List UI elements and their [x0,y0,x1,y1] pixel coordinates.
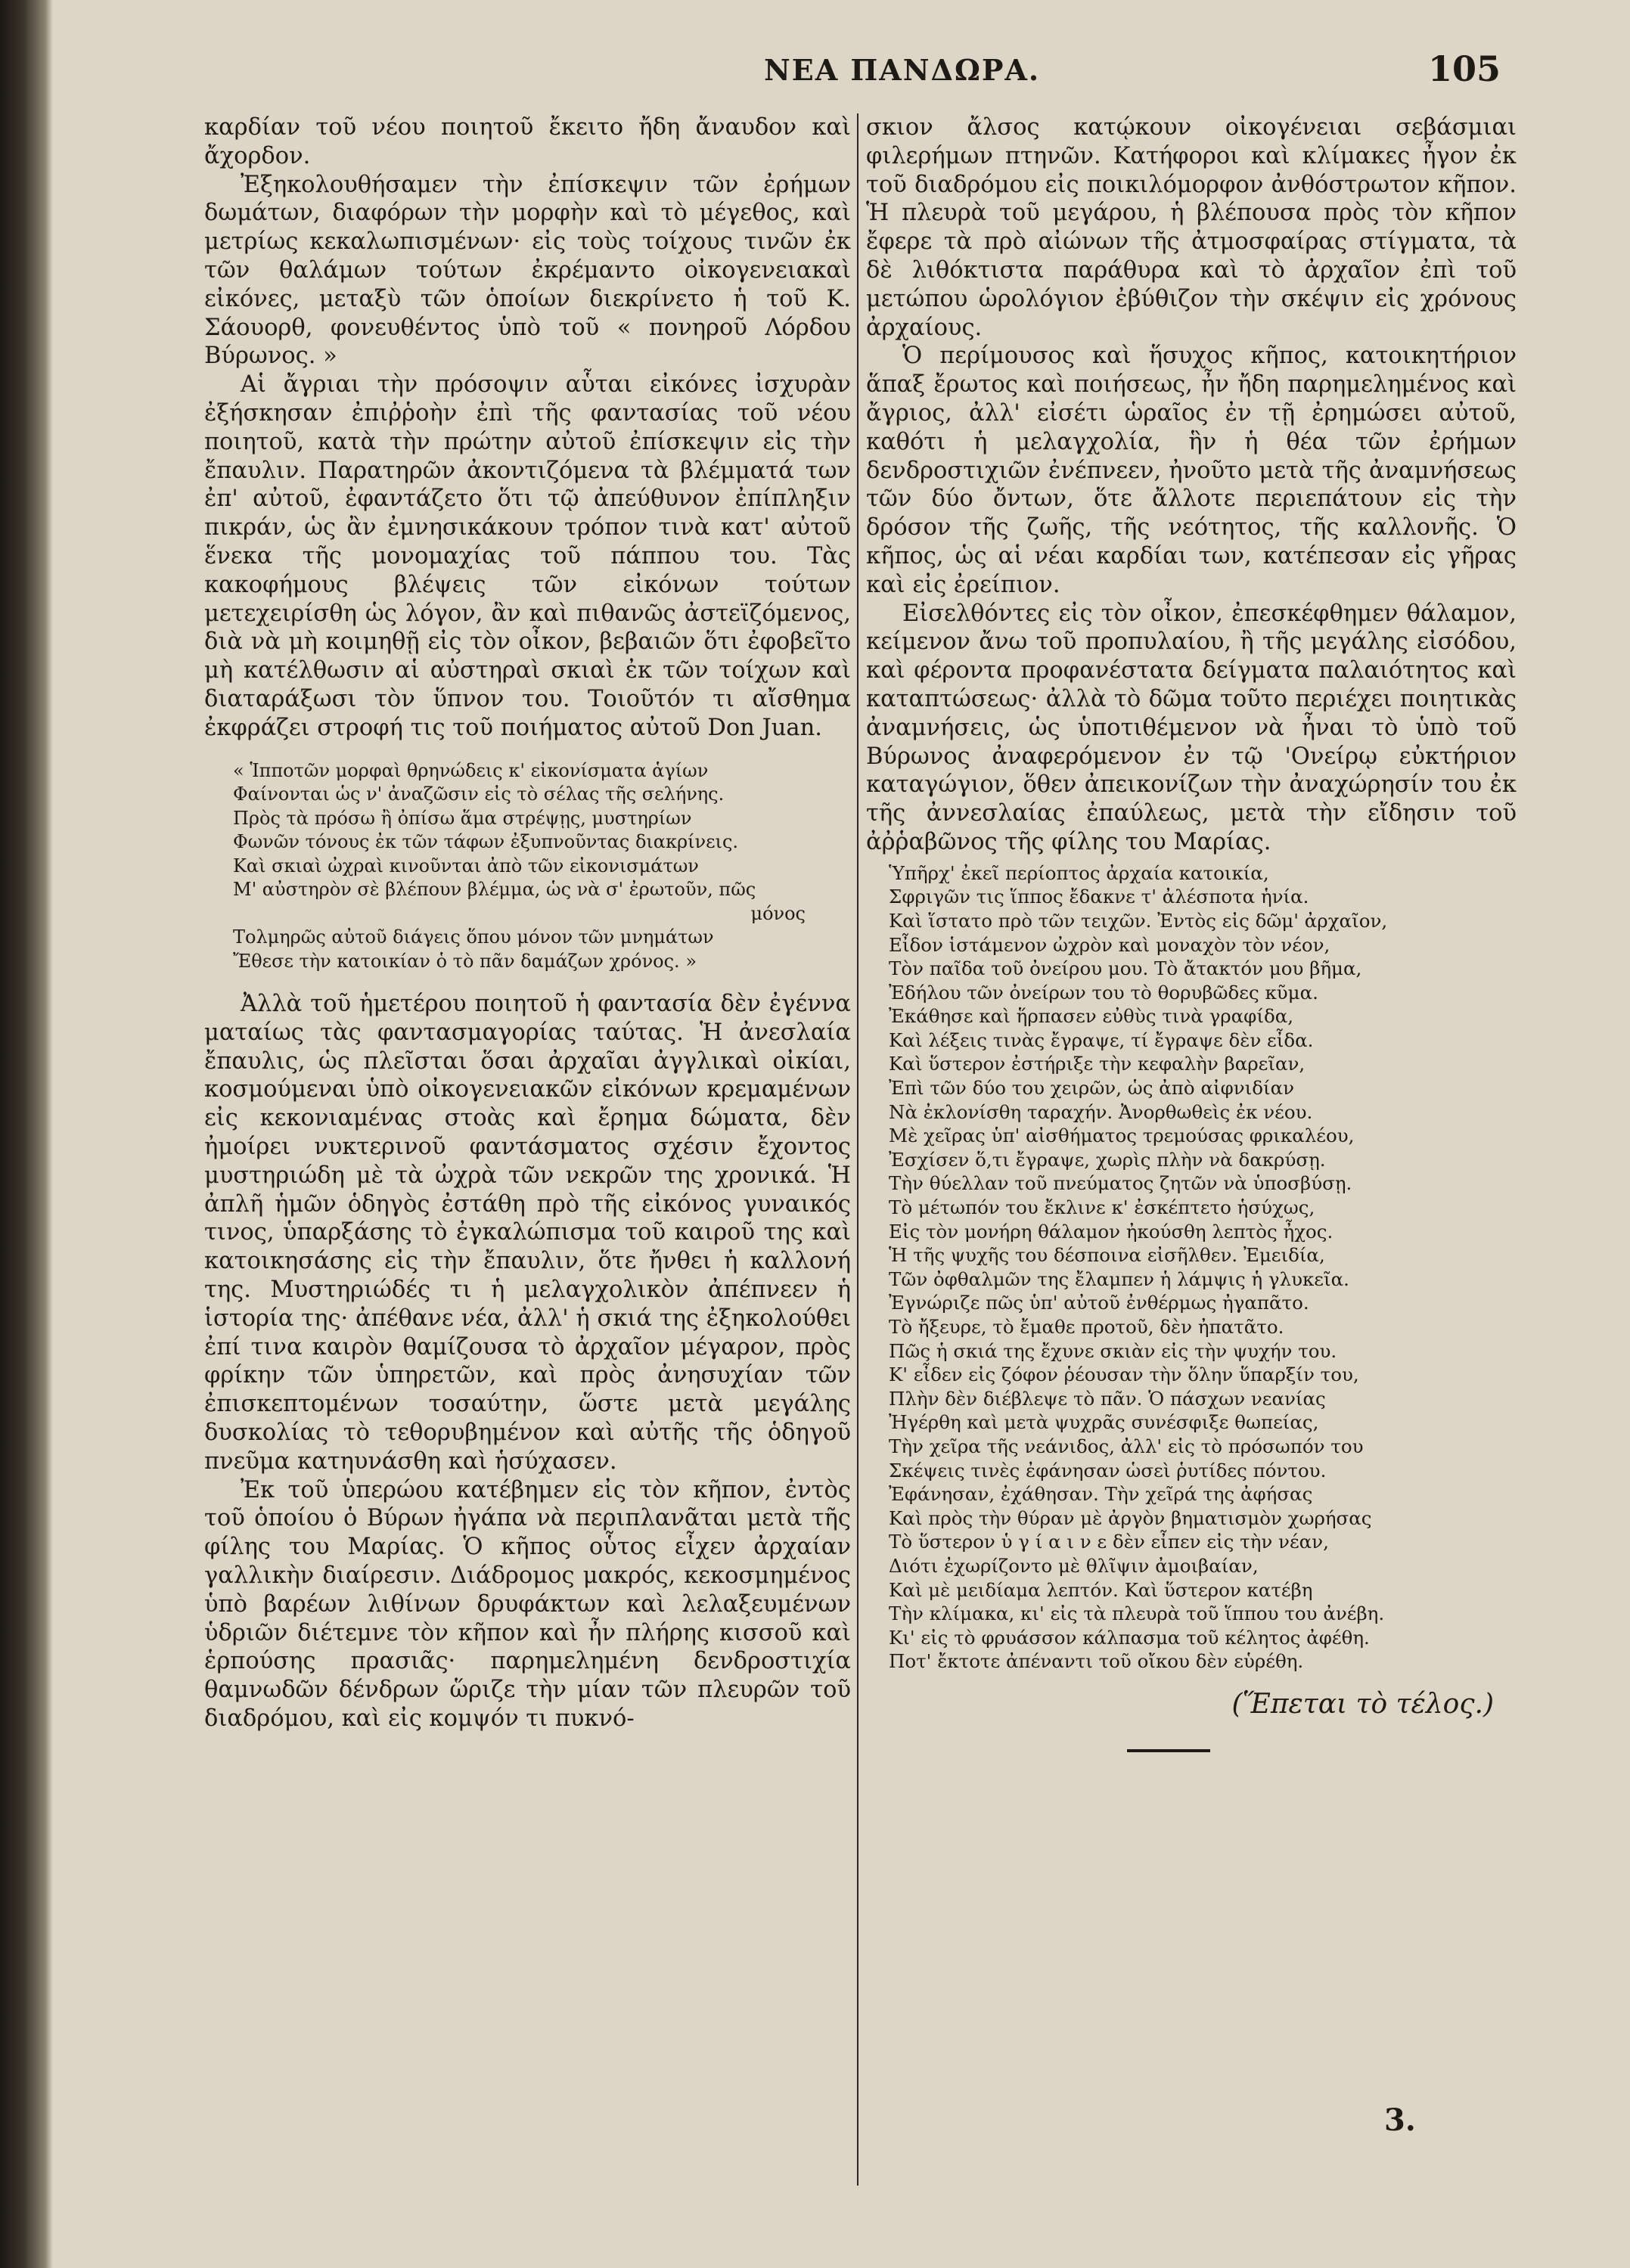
verse-line: Εἶδον ἱστάμενον ὠχρὸν καὶ μοναχὸν τὸν νέον, [889,933,1330,956]
verse-line: Κ' εἶδεν εἰς ζόφον ῥέουσαν τὴν ὅλην ὕπαρξίν του, [889,1364,1359,1386]
verse-line: Καὶ μὲ μειδίαμα λεπτόν. Καὶ ὕστερον κατέβη [889,1578,1313,1601]
verse-line: Τὴν χεῖρα τῆς νεάνιδος, ἀλλ' εἰς τὸ πρόσωπόν του [889,1435,1364,1457]
verse-line: Ἐδήλου τῶν ὀνείρων του τὸ θορυβῶδες κῦμα. [889,981,1318,1004]
verse-line: Σκέψεις τινὲς ἐφάνησαν ὡσεὶ ῥυτίδες πόντου. [889,1459,1327,1481]
verse-line: Φωνῶν τόνους ἐκ τῶν τάφων ἐξυπνοῦντας διακρίνεις. [233,831,739,853]
verse-line: Διότι ἐχωρίζοντο μὲ θλῖψιν ἀμοιβαίαν, [889,1554,1259,1577]
column-divider [857,113,858,2186]
verse-line: Ἔθεσε τὴν κατοικίαν ὁ τὸ πᾶν δαμάζων χρόνος. » [233,950,697,972]
page-number: 105 [1428,48,1501,89]
verse-line: Καὶ πρὸς τὴν θύραν μὲ ἀργὸν βηματισμὸν χωρήσας [889,1506,1372,1529]
verse-line: Σφριγῶν τις ἵππος ἔδακνε τ' ἀλέσποτα ἡνία. [889,886,1309,908]
verse-line: Εἰς τὸν μονήρη θάλαμον ἠκούσθη λεπτὸς ἦχος. [889,1220,1333,1243]
book-binding-shadow [0,0,53,2268]
signature-mark: 3. [1384,2102,1416,2138]
paragraph: Ἀλλὰ τοῦ ἡμετέρου ποιητοῦ ἡ φαντασία δὲν ἐγέννα ματαίως τὰς φαντασμαγορίας ταύτας. Ἡ ἀνεσλαία ἔπαυλις, ὡς πλεῖσται ὅσαι ἀρχαῖαι ἀγγλικαὶ οἰκίαι, κοσμούμεναι ὑπὸ οἰκογενειακῶν εἰκόνων κρεμαμένων εἰς κεκονιαμένας στοὰς καὶ ἔρημα δώματα, δὲν ἠμοίρει νυκτερινοῦ φαντάσματος σχέσιν ἔχοντος μυστηριώδη μὲ τὰ ὠχρὰ τῶν νεκρῶν της χρονικά. Ἡ ἀπλῆ ἡμῶν ὁδηγὸς ἐστάθη πρὸ τῆς εἰκόνος γυναικός τινος, ὑπαρξάσης τὸ ἐγκαλώπισμα τοῦ καιροῦ της καὶ κατοικησάσης εἰς τὴν ἔπαυλιν, ὅτε ἤνθει ἡ καλλονή της. Μυστηριώδές τι ἡ μελαγχολικὸν ἀπέπνεεν ἡ ἱστορία της· ἀπέθανε νέα, ἀλλ' ἡ σκιά της ἐξηκολούθει ἐπί τινα καιρὸν θαμίζουσα τὸ ἀρχαῖον μέγαρον, πρὸς φρίκην τῶν ὑπηρετῶν, καὶ πρὸς ἀνησυχίαν τῶν ἐπισκεπτομένων τοσαύτην, ὥστε μετὰ μεγάλης δυσκολίας τὸ τεθορυβημένον καὶ αὐτῆς τῆς ὁδηγοῦ πνεῦμα κατηυνάσθη καὶ ἡσύχασεν. [204,991,851,1475]
verse-line: Τὴν θύελλαν τοῦ πνεύματος ζητῶν νὰ ὑποσβύσῃ. [889,1172,1352,1195]
verse-line: Φαίνονται ὡς ν' ἀναζῶσιν εἰς τὸ σέλας τῆς σελήνης. [233,783,725,805]
verse-line: Τὸ ὕστερον ὑ γ ί α ι ν ε δὲν εἶπεν εἰς τὴν νέαν, [889,1531,1329,1553]
paragraph: σκιον ἄλσος κατῴκουν οἰκογένειαι σεβάσμιαι φιλερήμων πτηνῶν. Κατήφοροι καὶ κλίμακες ἦγον ἐκ τοῦ διαδρόμου εἰς ποικιλόμορφον ἀνθόστρωτον κῆπον. Ἡ πλευρὰ τοῦ μεγάρου, ἡ βλέπουσα πρὸς τὸν κῆπον ἔφερε τὰ πρὸ αἰώνων τῆς ἀτμοσφαίρας στίγματα, τὰ δὲ λιθόκτιστα παράθυρα καὶ τὸ ἀρχαῖον ἐπὶ τοῦ μετώπου ὡρολόγιον ἐβύθιζον τὴν σκέψιν εἰς χρόνους ἀρχαίους. [866,114,1517,341]
verse-line: Μ' αὐστηρὸν σὲ βλέπουν βλέμμα, ὡς νὰ σ' ἐρωτοῦν, πῶς [233,879,756,901]
verse-line: Ἐφάνησαν, ἐχάθησαν. Τὴν χεῖρά της ἀφήσας [889,1483,1313,1506]
verse-line: Πῶς ἡ σκιά της ἔχυνε σκιὰν εἰς τὴν ψυχήν του. [889,1339,1337,1362]
paragraph: Ἐκ τοῦ ὑπερώου κατέβημεν εἰς τὸν κῆπον, ἐντὸς τοῦ ὁποίου ὁ Βύρων ἠγάπα νὰ περιπλανᾶται μετὰ τῆς φίλης του Μαρίας. Ὁ κῆπος οὗτος εἶχεν ἀρχαίαν γαλλικὴν διαίρεσιν. Διάδρομος μακρός, κεκοσμημένος ὑπὸ βαρέων λιθίνων δρυφάκτων καὶ λελαξευμένων ὑδριῶν διέτεμνε τὸν κῆπον καὶ ἦν πλήρης κισσοῦ καὶ ἑρπούσης πρασιᾶς· παρημελημένη δενδροστιχία θαμνωδῶν δένδρων ὥριζε τὴν μίαν τῶν πλευρῶν τοῦ διαδρόμου, καὶ εἰς κομψόν τι πυκνό- [204,1476,851,1732]
journal-title: ΝΕΑ ΠΑΝΔΩΡΑ. [764,53,1041,87]
verse-line: Νὰ ἐκλονίσθη ταραχήν. Ἀνορθωθεὶς ἐκ νέου. [889,1100,1313,1123]
verse-line: Τὸ μέτωπόν του ἔκλινε κ' ἐσκέπτετο ἡσύχως, [889,1196,1315,1219]
paragraph: Εἰσελθόντες εἰς τὸν οἶκον, ἐπεσκέφθημεν θάλαμον, κείμενον ἄνω τοῦ προπυλαίου, ἢ τῆς μεγάλης εἰσόδου, καὶ φέροντα προφανέστατα δείγματα παλαιότητος καὶ καταπτώσεως· ἀλλὰ τὸ δῶμα τοῦτο περιέχει ποιητικὰς ἀναμνήσεις, ὡς ὑποτιθέμενον νὰ ἦναι τὸ ὑπὸ τοῦ Βύρωνος ἀναφερόμενον ἐν τῷ 'Ονείρῳ εὐκτήριον καταγώγιον, ὅθεν ἀπεικονίζων τὴν ἀναχώρησίν του ἐκ τῆς ἀννεσλαίας ἐπαύλεως, μετὰ τὴν εἴδησιν τοῦ ἀῤῥαβῶνος τῆς φίλης του Μαρίας. [866,600,1517,855]
verse-line: Μὲ χεῖρας ὑπ' αἰσθήματος τρεμούσας φρικαλέου, [889,1125,1355,1147]
verse-line: Ἐγνώριζε πῶς ὑπ' αὐτοῦ ἐνθέρμως ἠγαπᾶτο. [889,1292,1309,1314]
verse-line: Κι' εἰς τὸ φρυάσσον κάλπασμα τοῦ κέλητος ἀφέθη. [889,1626,1370,1649]
end-rule [1127,1749,1210,1752]
right-column [866,113,1517,1752]
verse-line: Καὶ λέξεις τινὰς ἔγραψε, τί ἔγραψε δὲν εἶδα. [889,1029,1314,1051]
paragraph: Ἐξηκολουθήσαμεν τὴν ἐπίσκεψιν τῶν ἐρήμων δωμάτων, διαφόρων τὴν μορφὴν καὶ τὸ μέγεθος, καὶ μετρίως κεκαλωπισμένων· εἰς τοὺς τοίχους τινῶν ἐκ τῶν θαλάμων τούτων ἐκρέμαντο οἰκογενειακαὶ εἰκόνες, μεταξὺ τῶν ὁποίων διεκρίνετο ἡ τοῦ Κ. Σάουορθ, φονευθέντος ὑπὸ τοῦ « πονηροῦ Λόρδου Βύρωνος. » [204,171,851,370]
verse-line: Ἡ τῆς ψυχῆς του δέσποινα εἰσῆλθεν. Ἐμειδία, [889,1244,1325,1267]
verse-line: Τῶν ὀφθαλμῶν της ἔλαμπεν ἡ λάμψις ἡ γλυκεῖα. [889,1267,1349,1290]
verse-line-continuation: μόνος [750,902,806,924]
paragraph: καρδίαν τοῦ νέου ποιητοῦ ἔκειτο ἤδη ἄναυδον καὶ ἄχορδον. [204,114,851,169]
verse-line: Ποτ' ἔκτοτε ἀπέναντι τοῦ οἴκου δὲν εὑρέθη. [889,1650,1304,1673]
verse-line: Τὴν κλίμακα, κι' εἰς τὰ πλευρὰ τοῦ ἵππου του ἀνέβη. [889,1602,1385,1625]
paragraph: Ὁ περίμουσος καὶ ἥσυχος κῆπος, κατοικητήριον ἅπαξ ἔρωτος καὶ ποιήσεως, ἦν ἤδη παρημελημένος καὶ ἄγριος, ἀλλ' εἰσέτι ὡραῖος ἐν τῇ ἐρημώσει αὐτοῦ, καθότι ἡ μελαγχολία, ἣν ἡ θέα τῶν ἐρήμων δενδροστιχιῶν ἐνέπνεεν, ἠνοῦτο μετὰ τῆς ἀναμνήσεως τῶν δύο ὄντων, ὅτε ἄλλοτε περιεπάτουν εἰς τὴν δρόσον τῆς ζωῆς, τῆς νεότητος, τῆς καλλονῆς. Ὁ κῆπος, ὡς αἱ νέαι καρδίαι των, κατέπεσαν εἰς γῆρας καὶ εἰς ἐρείπιον. [866,343,1517,598]
verse-line: Τολμηρῶς αὐτοῦ διάγεις ὅπου μόνον τῶν μνημάτων [233,926,714,948]
verse-line: Ὑπῆρχ' ἐκεῖ περίοπτος ἀρχαία κατοικία, [889,861,1269,884]
verse-line: Ἐπὶ τῶν δύο του χειρῶν, ὡς ἀπὸ αἰφνιδίαν [889,1077,1295,1100]
verse-line: Ἐκάθησε καὶ ἥρπασεν εὐθὺς τινὰ γραφίδα, [889,1005,1294,1028]
verse-line: Καὶ ἵστατο πρὸ τῶν τειχῶν. Ἐντὸς εἰς δῶμ' ἀρχαῖον, [889,909,1388,932]
verse-quote [233,759,851,974]
verse-line: Πλὴν δὲν διέβλεψε τὸ πᾶν. Ὁ πάσχων νεανίας [889,1387,1326,1410]
verse-line: Ἠγέρθη καὶ μετὰ ψυχρᾶς συνέσφιξε θωπείας, [889,1411,1319,1434]
verse-line: Καὶ σκιαὶ ὠχραὶ κινοῦνται ἀπὸ τῶν εἰκονισμάτων [233,855,699,876]
paragraph: Αἱ ἄγριαι τὴν πρόσοψιν αὗται εἰκόνες ἰσχυρὰν ἐξήσκησαν ἐπιῤῥοὴν ἐπὶ τῆς φαντασίας τοῦ νέου ποιητοῦ, κατὰ τὴν πρώτην αὐτοῦ ἐπίσκεψιν εἰς τὴν ἔπαυλιν. Παρατηρῶν ἀκοντιζόμενα τὰ βλέμματά των ἐπ' αὐτοῦ, ἐφαντάζετο ὅτι τῷ ἀπεύθυνον ἐπίπληξιν πικράν, ὡς ἂν ἐμνησικάκουν τρόπον τινὰ κατ' αὐτοῦ ἕνεκα τῆς μονομαχίας τοῦ πάππου του. Τὰς κακοφήμους βλέψεις τῶν εἰκόνων τούτων μετεχειρίσθη ὡς λόγον, ἂν καὶ πιθανῶς ἀστεϊζόμενος, διὰ νὰ μὴ κοιμηθῇ εἰς τὸν οἶκον, βεβαιῶν ὅτι ἐφοβεῖτο μὴ κατέλθωσιν αἱ αὐστηραὶ σκιαὶ ἐκ τῶν τοίχων καὶ διαταράξωσι τὸν ὕπνον του. Τοιοῦτόν τι αἴσθημα ἐκφράζει στροφή τις τοῦ ποιήματος αὐτοῦ Don Juan. [204,371,851,741]
verse-quote [889,861,1517,1674]
verse-line: Καὶ ὕστερον ἐστήριξε τὴν κεφαλὴν βαρεῖαν, [889,1053,1306,1075]
left-column [204,113,851,1733]
verse-line: Τὸν παῖδα τοῦ ὀνείρου μου. Τὸ ἄτακτόν μου βῆμα, [889,957,1362,980]
verse-line: Πρὸς τὰ πρόσω ἢ ὀπίσω ἅμα στρέψῃς, μυστηρίων [233,807,692,829]
verse-line: Ἐσχίσεν ὅ,τι ἔγραψε, χωρὶς πλὴν νὰ δακρύσῃ. [889,1148,1326,1171]
verse-line: Τὸ ἤξευρε, τὸ ἔμαθε προτοῦ, δὲν ἠπατᾶτο. [889,1316,1284,1338]
to-be-continued-note: (Ἕπεται τὸ τέλος.) [1231,1688,1494,1720]
verse-line: « Ἱπποτῶν μορφαὶ θρηνώδεις κ' εἰκονίσματα ἁγίων [233,759,709,781]
